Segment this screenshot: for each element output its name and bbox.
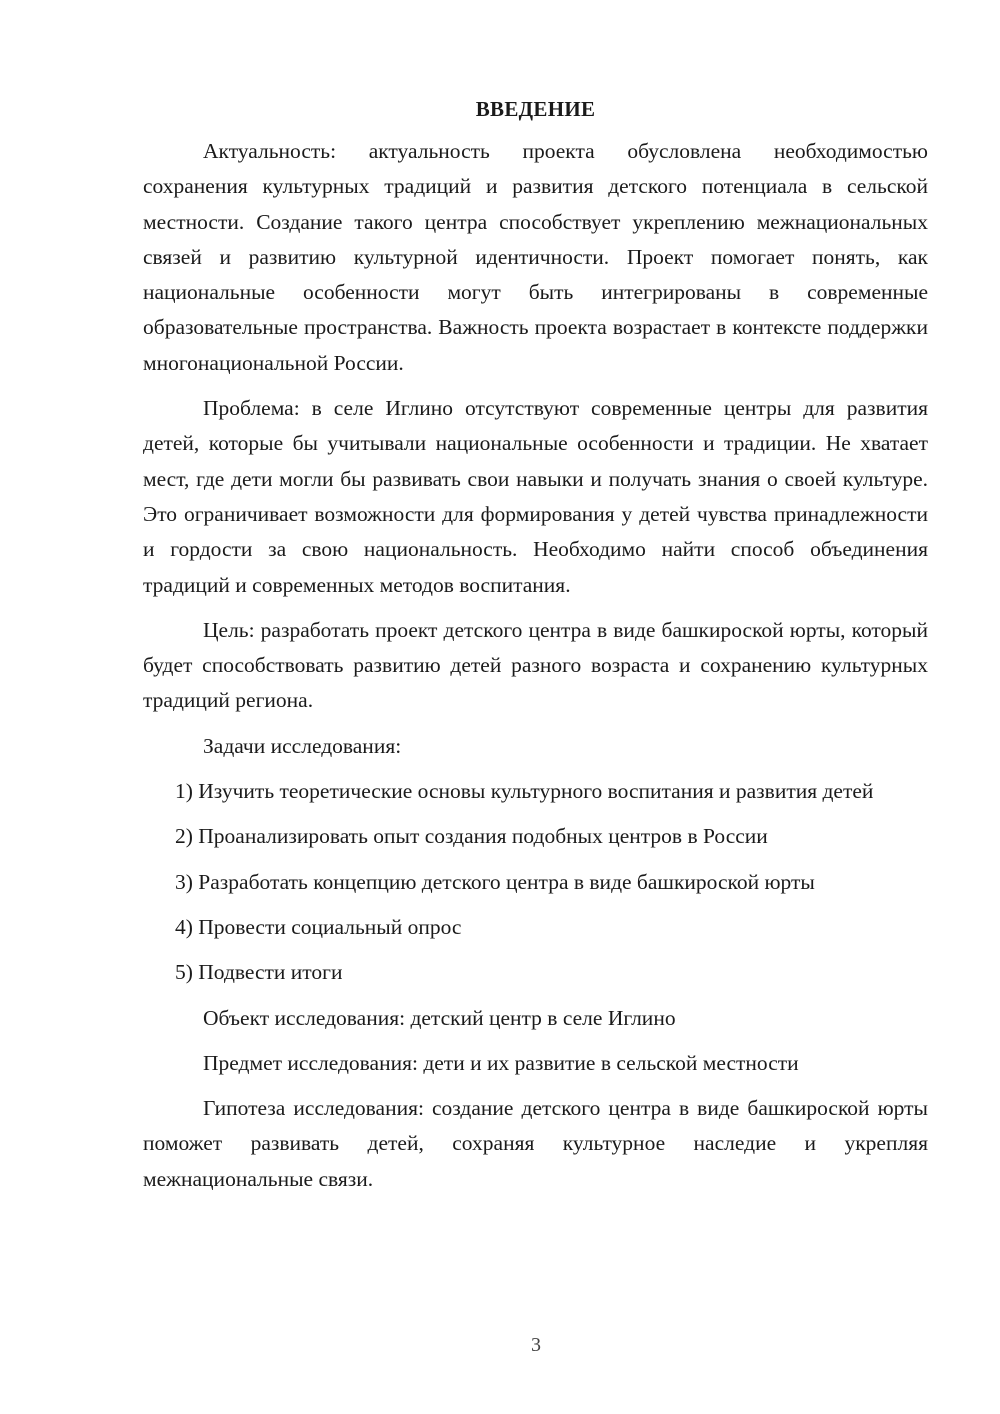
task-item: 5) Подвести итоги bbox=[175, 960, 343, 985]
task-item: 3) Разработать концепцию детского центра в виде башкироской юрты bbox=[175, 869, 815, 894]
task-item: 1) Изучить теоретические основы культурного воспитания и развития детей bbox=[175, 779, 874, 804]
problem-paragraph: Проблема: в селе Иглино отсутствуют современные центры для развития детей, которые бы учитывали национальные особенности и традиции. Не хватает мест, где дети могли бы развивать свои навыки и получать знания о своей культуре. Это ограничивает возможности для формирования у детей чувства принадлежности и гордости за свою национальность. Необходимо найти способ объединения традиций и современных методов воспитания. bbox=[143, 396, 928, 597]
task-item: 4) Провести социальный опрос bbox=[175, 914, 462, 939]
section-title: ВВЕДЕНИЕ bbox=[475, 97, 596, 121]
tasks-list bbox=[143, 774, 928, 990]
page-number: 3 bbox=[531, 1334, 541, 1356]
actuality-paragraph: Актуальность: актуальность проекта обусловлена необходимостью сохранения культурных традиций и развития детского потенциала в сельской местности. Создание такого центра способствует укреплению межнациональных связей и развитию культурной идентичности. Проект помогает понять, как национальные особенности могут быть интегрированы в современные образовательные пространства. Важность проекта возрастает в контексте поддержки многонациональной России. bbox=[143, 139, 928, 375]
research-subject: Предмет исследования: дети и их развитие в сельской местности bbox=[203, 1050, 799, 1075]
hypothesis-paragraph: Гипотеза исследования: создание детского центра в виде башкироской юрты поможет развивать детей, сохраняя культурное наследие и укрепляя межнациональные связи. bbox=[143, 1096, 928, 1191]
document-page bbox=[143, 90, 928, 1207]
research-object: Объект исследования: детский центр в селе Иглино bbox=[203, 1005, 676, 1030]
task-item: 2) Проанализировать опыт создания подобных центров в России bbox=[175, 824, 768, 849]
goal-paragraph: Цель: разработать проект детского центра в виде башкироской юрты, который будет способствовать развитию детей разного возраста и сохранению культурных традиций региона. bbox=[143, 617, 928, 713]
tasks-heading: Задачи исследования: bbox=[203, 733, 402, 758]
